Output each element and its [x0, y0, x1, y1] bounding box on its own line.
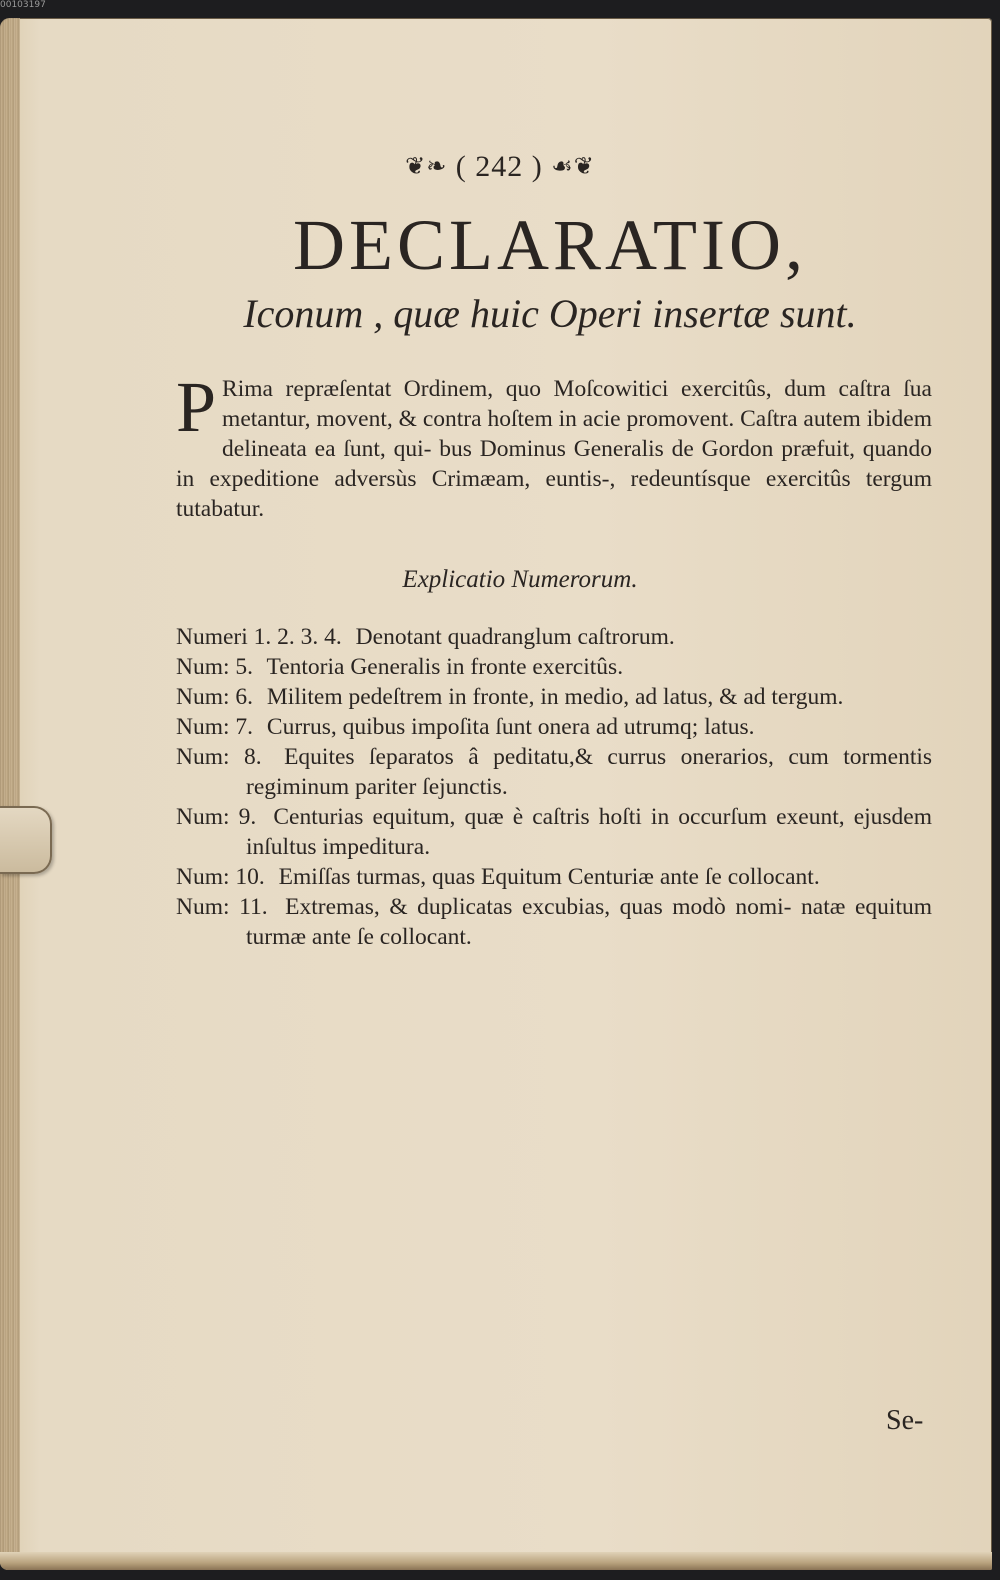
page-number: ( 242 )	[455, 150, 543, 183]
item-label: Num: 11.	[176, 894, 268, 920]
left-ornament-icon: ❦❧	[405, 154, 448, 180]
numbers-list	[176, 622, 932, 952]
scan-id-label: 00103197	[0, 0, 46, 10]
right-ornament-icon: ☙❦	[551, 154, 595, 180]
item-label: Num: 10.	[176, 864, 265, 890]
page-bottom-edge	[0, 1552, 992, 1570]
list-item	[176, 652, 932, 682]
item-text: Militem pedeſtrem in fronte, in medio, ad latus, & ad tergum.	[266, 684, 844, 710]
list-item	[176, 892, 932, 952]
list-item	[176, 622, 932, 652]
catchword: Se-	[886, 1405, 924, 1436]
item-text: Emiſſas turmas, quas Equitum Centuriæ ante ſe collocant.	[278, 864, 820, 890]
list-item	[176, 862, 932, 892]
item-text: Currus, quibus impoſita ſunt onera ad utrumq; latus.	[266, 714, 755, 740]
item-label: Num: 9.	[176, 804, 257, 830]
intro-text: Rima repræſentat Ordinem, quo Moſcowitici exercitûs, dum caſtra ſua metantur, movent, & contra hoſtem in acie promovent. Caſtra autem ibidem delineata ea ſunt, qui- bus Dominus Generalis de Gordon præfuit, quando in expeditione adversùs Crimæam, euntis-, redeuntísque exercitûs tergum tutabatur.	[176, 376, 932, 522]
list-item	[176, 682, 932, 712]
item-label: Num: 8.	[176, 744, 262, 770]
explicatio-heading: Explicatio Numerorum.	[402, 566, 638, 593]
page-header	[0, 150, 1000, 184]
item-text: Equites ſeparatos â peditatu,& currus onerarios, cum tormentis regiminum pariter ſejunctis.	[246, 744, 933, 800]
item-text: Tentoria Generalis in fronte exercitûs.	[266, 654, 624, 680]
list-item	[176, 712, 932, 742]
list-item	[176, 802, 932, 862]
item-label: Numeri 1. 2. 3. 4.	[176, 624, 342, 650]
page-subtitle: Iconum , quæ huic Operi insertæ sunt.	[243, 291, 857, 336]
item-label: Num: 6.	[176, 684, 254, 710]
page-title: DECLARATIO,	[293, 205, 807, 285]
drop-cap: P	[176, 367, 217, 447]
intro-paragraph	[176, 367, 932, 524]
item-label: Num: 7.	[176, 714, 254, 740]
page-clip	[0, 806, 52, 874]
item-text: Centurias equitum, quæ è caſtris hoſti in occurſum exeunt, ejusdem inſultus impeditura.	[246, 804, 933, 860]
item-text: Extremas, & duplicatas excubias, quas modò nomi- natæ equitum turmæ ante ſe collocant.	[246, 894, 932, 950]
list-item	[176, 742, 932, 802]
item-text: Denotant quadranglum caſtrorum.	[355, 624, 675, 650]
item-label: Num: 5.	[176, 654, 254, 680]
